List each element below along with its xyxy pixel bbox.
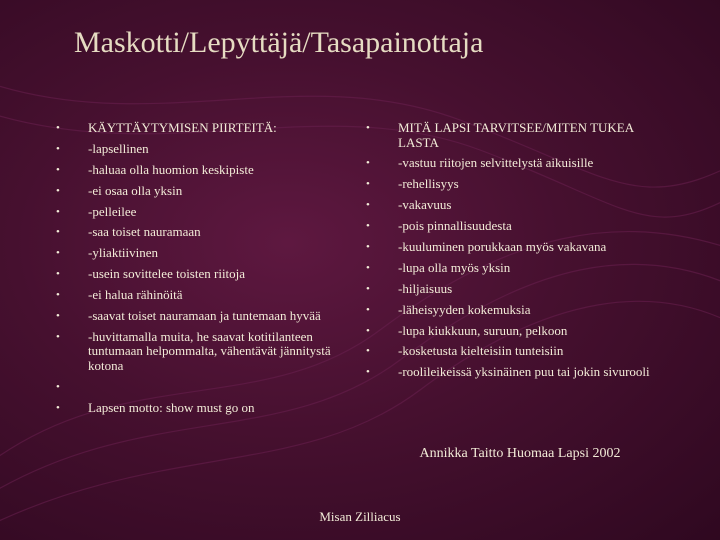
- right-list-item: [366, 344, 666, 359]
- right-column: [366, 121, 666, 386]
- bullet-icon: •: [366, 240, 370, 253]
- bullet-icon: •: [56, 142, 60, 155]
- left-item-text: -yliaktiivinen: [88, 245, 159, 261]
- left-list-item: [56, 309, 346, 324]
- right-list-item: [366, 365, 666, 380]
- left-item-text: -pelleilee: [88, 203, 137, 219]
- bullet-icon: •: [56, 289, 60, 302]
- bullet-icon: •: [56, 205, 60, 218]
- right-list-item: [366, 156, 666, 171]
- left-item-text: -ei halua rähinöitä: [88, 287, 183, 303]
- left-item-text: KÄYTTÄYTYMISEN PIIRTEITÄ:: [88, 120, 277, 135]
- left-item-text: -haluaa olla huomion keskipiste: [88, 161, 254, 177]
- left-item-text: -ei osaa olla yksin: [88, 182, 183, 198]
- left-item-text: -saavat toiset nauramaan ja tuntemaan hyvää: [88, 308, 321, 324]
- slide-title: Maskotti/Lepyttäjä/Tasapainottaja: [74, 26, 484, 59]
- bullet-icon: •: [366, 199, 370, 212]
- right-list-item: [366, 240, 666, 255]
- left-list-item: [56, 267, 346, 282]
- right-list-item: [366, 177, 666, 192]
- right-item-text: -pois pinnallisuudesta: [398, 218, 512, 234]
- right-item-text: -läheisyyden kokemuksia: [398, 301, 531, 317]
- bullet-icon: •: [366, 345, 370, 358]
- bullet-icon: •: [366, 303, 370, 316]
- right-item-text: -rehellisyys: [398, 176, 459, 192]
- left-item-text: Lapsen motto: show must go on: [88, 399, 255, 415]
- left-item-text: -huvittamalla muita, he saavat kotitilanteen tuntumaan helpommalta, vähentävät jännitystä kotona: [88, 328, 331, 373]
- slide-footer: Misan Zilliacus: [319, 509, 401, 524]
- right-item-text: MITÄ LAPSI TARVITSEE/MITEN TUKEA LASTA: [398, 120, 634, 150]
- right-list-item: [366, 198, 666, 213]
- bullet-icon: •: [366, 324, 370, 337]
- right-list-item: [366, 121, 666, 150]
- bullet-icon: •: [366, 178, 370, 191]
- left-list-item: [56, 401, 346, 416]
- right-item-text: -kuuluminen porukkaan myös vakavana: [398, 238, 607, 254]
- right-item-text: -lupa kiukkuun, suruun, pelkoon: [398, 322, 568, 338]
- bullet-icon: •: [56, 163, 60, 176]
- bullet-icon: •: [56, 268, 60, 281]
- credit-line: [0, 446, 720, 462]
- bullet-icon: •: [56, 310, 60, 323]
- right-list-item: [366, 303, 666, 318]
- left-item-text: -usein sovittelee toisten riitoja: [88, 266, 246, 282]
- bullet-icon: •: [56, 184, 60, 197]
- credit-text: Annikka Taitto Huomaa Lapsi 2002: [419, 446, 621, 461]
- bullet-icon: •: [366, 282, 370, 295]
- left-list-item: [56, 205, 346, 220]
- bullet-icon: •: [56, 122, 60, 134]
- right-item-text: -hiljaisuus: [398, 280, 453, 296]
- left-item-text: -lapsellinen: [88, 140, 149, 156]
- bullet-icon: •: [56, 247, 60, 260]
- left-list-item: [56, 121, 346, 136]
- left-list-item: [56, 380, 346, 395]
- right-item-text: -kosketusta kielteisiin tunteisiin: [398, 343, 564, 359]
- bullet-icon: •: [56, 226, 60, 239]
- left-list-item: [56, 184, 346, 199]
- left-list-item: [56, 246, 346, 261]
- right-list-item: [366, 282, 666, 297]
- left-column: [56, 121, 346, 422]
- bullet-icon: •: [366, 122, 370, 134]
- right-item-text: -vakavuus: [398, 197, 452, 213]
- left-list-item: [56, 225, 346, 240]
- right-item-text: -lupa olla myös yksin: [398, 259, 511, 275]
- left-item-text: -saa toiset nauramaan: [88, 224, 201, 240]
- left-item-text: [88, 380, 346, 395]
- left-list-item: [56, 163, 346, 178]
- bullet-icon: •: [366, 366, 370, 379]
- bullet-icon: •: [366, 220, 370, 233]
- left-list-item: [56, 142, 346, 157]
- left-list-item: [56, 330, 346, 374]
- left-list-item: [56, 288, 346, 303]
- right-item-text: -vastuu riitojen selvittelystä aikuisille: [398, 155, 594, 171]
- right-list-item: [366, 219, 666, 234]
- right-list-item: [366, 324, 666, 339]
- right-list-item: [366, 261, 666, 276]
- bullet-icon: •: [56, 330, 60, 343]
- bullet-icon: •: [56, 401, 60, 414]
- bullet-icon: •: [366, 157, 370, 170]
- right-item-text: -roolileikeissä yksinäinen puu tai jokin sivurooli: [398, 364, 650, 380]
- bullet-icon: •: [56, 380, 60, 393]
- bullet-icon: •: [366, 261, 370, 274]
